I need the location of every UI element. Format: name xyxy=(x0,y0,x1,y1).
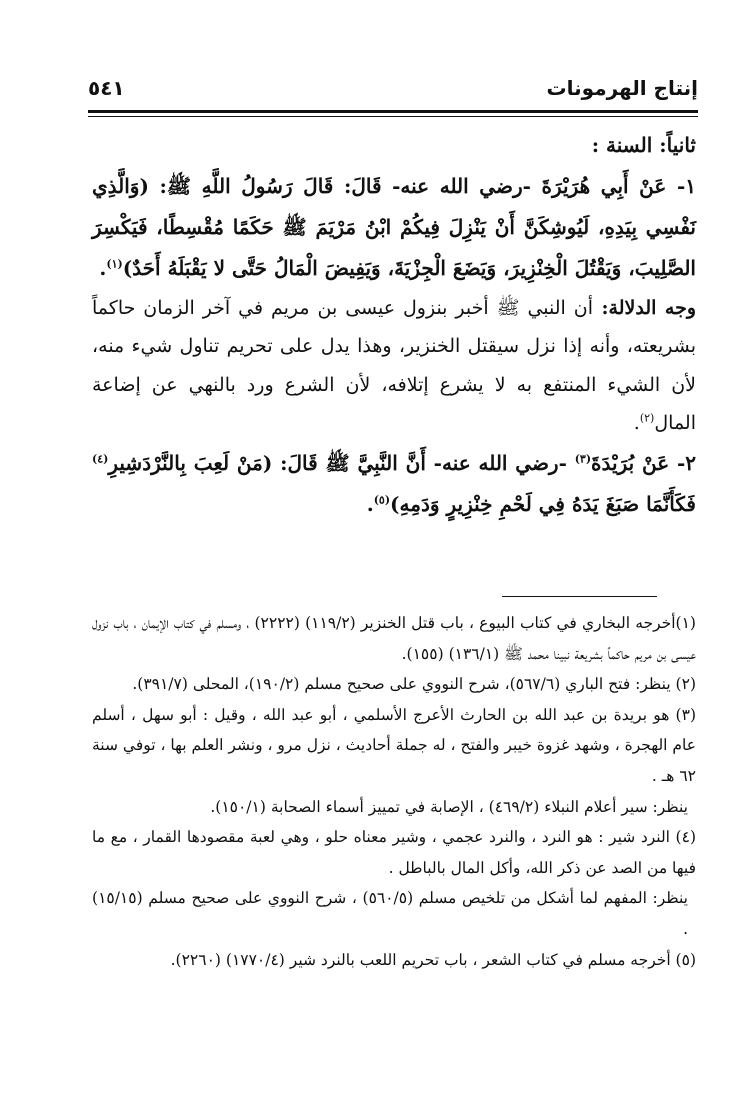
hadith-2-text: (مَنْ لَعِبَ بِالنَّرْدَشِيرِ xyxy=(108,450,273,475)
footnote-2: (٢) ينظر: فتح الباري (٥٦٧/٦)، شرح النووي على صحيح مسلم (١٩٠/٢)، المحلى (٣٩١/٧). xyxy=(132,675,696,694)
footnote-4: (٤) النرد شير : هو النرد ، والنرد عجمي ، وشير معناه حلو ، وهي لعبة مقصودها القمار ، مع ما فيها من الصد عن ذكر الله، وأكل المال بالباطل . xyxy=(92,828,696,877)
footnote-ref-5: (٥) xyxy=(373,493,391,507)
hadith-1-intro: ١- عَنْ أَبِي هُرَيْرَةَ -رضي الله عنه- قَالَ: قَالَ رَسُولُ اللَّهِ ﷺ: xyxy=(148,173,696,198)
hadith-2-intro: ٢- عَنْ بُرَيْدَةَ xyxy=(591,450,697,475)
running-title: إنتاج الهرمونات xyxy=(546,76,698,100)
evidence-paragraph: وجه الدلالة: أن النبي ﷺ أخبر بنزول عيسى بن مريم في آخر الزمان حاكماً بشريعته، وأنه إذا نزل سيقتل الخنزير، وهذا يدل على تحريم تناول شيء منه، لأن الشيء المنتفع به لا يشرع إتلافه، لأن الشرع ورد بالنهي عن إضاعة المال$^{(٢)}$. xyxy=(92,296,697,435)
footnote-5: (٥) أخرجه مسلم في كتاب الشعر ، باب تحريم اللعب بالنرد شير (١٧٧٠/٤) (٢٢٦٠). xyxy=(170,950,696,969)
hadith-1-text: (وَالَّذِي نَفْسِي بِيَدِهِ، لَيُوشِكَنَّ أَنْ يَنْزِلَ فِيكُمْ ابْنُ مَرْيَمَ ﷺ حَكَمًا مُقْسِطًا، فَيَكْسِرَ الصَّلِيبَ، وَيَقْتُلَ الْخِنْزِيرَ، وَيَضَعَ الْجِزْيَةَ، وَيَفِيضَ الْمَالُ حَتَّى لا يَقْبَلَهُ أَحَدٌ) xyxy=(92,173,696,280)
footnote-3: (٣) هو بريدة بن عبد الله بن الحارث الأعرج الأسلمي ، أبو عبد الله ، وقيل : أبو سهل ، أسلم عام الهجرة ، وشهد غزوة خيبر والفتح ، له جملة أحاديث ، نزل مرو ، ونشر العلم بها ، توفي سنة ٦٢ هـ . xyxy=(92,705,696,785)
hadith-1: ١- عَنْ أَبِي هُرَيْرَةَ -رضي الله عنه- قَالَ: قَالَ رَسُولُ اللَّهِ ﷺ: (وَالَّذِي نَفْسِي بِيَدِهِ، لَيُوشِكَنَّ أَنْ يَنْزِلَ فِيكُمْ ابْنُ مَرْيَمَ ﷺ حَكَمًا مُقْسِطًا، فَيَكْسِرَ الصَّلِيبَ، وَيَقْتُلَ الْخِنْزِيرَ، وَيَضَعَ الْجِزْيَةَ، وَيَفِيضَ الْمَالُ حَتَّى لا يَقْبَلَهُ أَحَدٌ)$^{(١)}$. xyxy=(92,173,696,280)
footnote-1: (١)أخرجه البخاري في كتاب البيوع ، باب قتل الخنزير (١١٩/٢) (٢٢٢٢) ، ومسلم في كتاب الإيمان ، باب نزول عيسى بن مريم حاكماً بشريعة نبينا محمد ﷺ (١٣٦/١) (١٥٥). xyxy=(92,614,696,663)
evidence-label: وجه الدلالة: xyxy=(593,296,697,319)
evidence-text: أن النبي ﷺ أخبر بنزول عيسى بن مريم في آخر الزمان حاكماً بشريعته، وأنه إذا نزل سيقتل الخنزير، وهذا يدل على تحريم تناول شيء منه، لأن الشيء المنتفع به لا يشرع إتلافه، لأن الشرع ورد بالنهي عن إضاعة المال xyxy=(92,296,696,435)
header-rule-thick xyxy=(88,110,698,113)
footnote-ref-3: (٣) xyxy=(574,452,592,466)
footnote-3-see: ينظر: سير أعلام النبلاء (٤٦٩/٢) ، الإصابة في تمييز أسماء الصحابة (١٥٠/١). xyxy=(210,797,688,816)
footnote-ref-1: (١) xyxy=(106,256,123,270)
section-title: ثانياً: السنة : xyxy=(591,133,696,157)
footnote-ref-4: (٤) xyxy=(92,452,109,466)
hadith-2: ٢- عَنْ بُرَيْدَةَ$^{(٣)}$ -رضي الله عنه- أَنَّ النَّبِيَّ ﷺ قَالَ: (مَنْ لَعِبَ بِالنَّرْدَشِيرِ$^{(٤)}$ فَكَأَنَّمَا صَبَغَ يَدَهُ فِي لَحْمِ خِنْزِيرٍ وَدَمِهِ)$^{(٥)}$. xyxy=(92,450,697,516)
header-rule-thin xyxy=(88,116,698,117)
main-text xyxy=(92,126,696,525)
page-number: ٥٤١ xyxy=(88,76,125,100)
footnotes xyxy=(92,608,696,975)
footnote-separator xyxy=(502,596,657,597)
footnote-ref-2: (٢) xyxy=(639,412,655,426)
page-header xyxy=(88,72,698,108)
footnote-4-see: ينظر: المفهم لما أشكل من تلخيص مسلم (٥٦٠/٥) ، شرح النووي على صحيح مسلم (١٥/١٥) . xyxy=(92,889,688,938)
